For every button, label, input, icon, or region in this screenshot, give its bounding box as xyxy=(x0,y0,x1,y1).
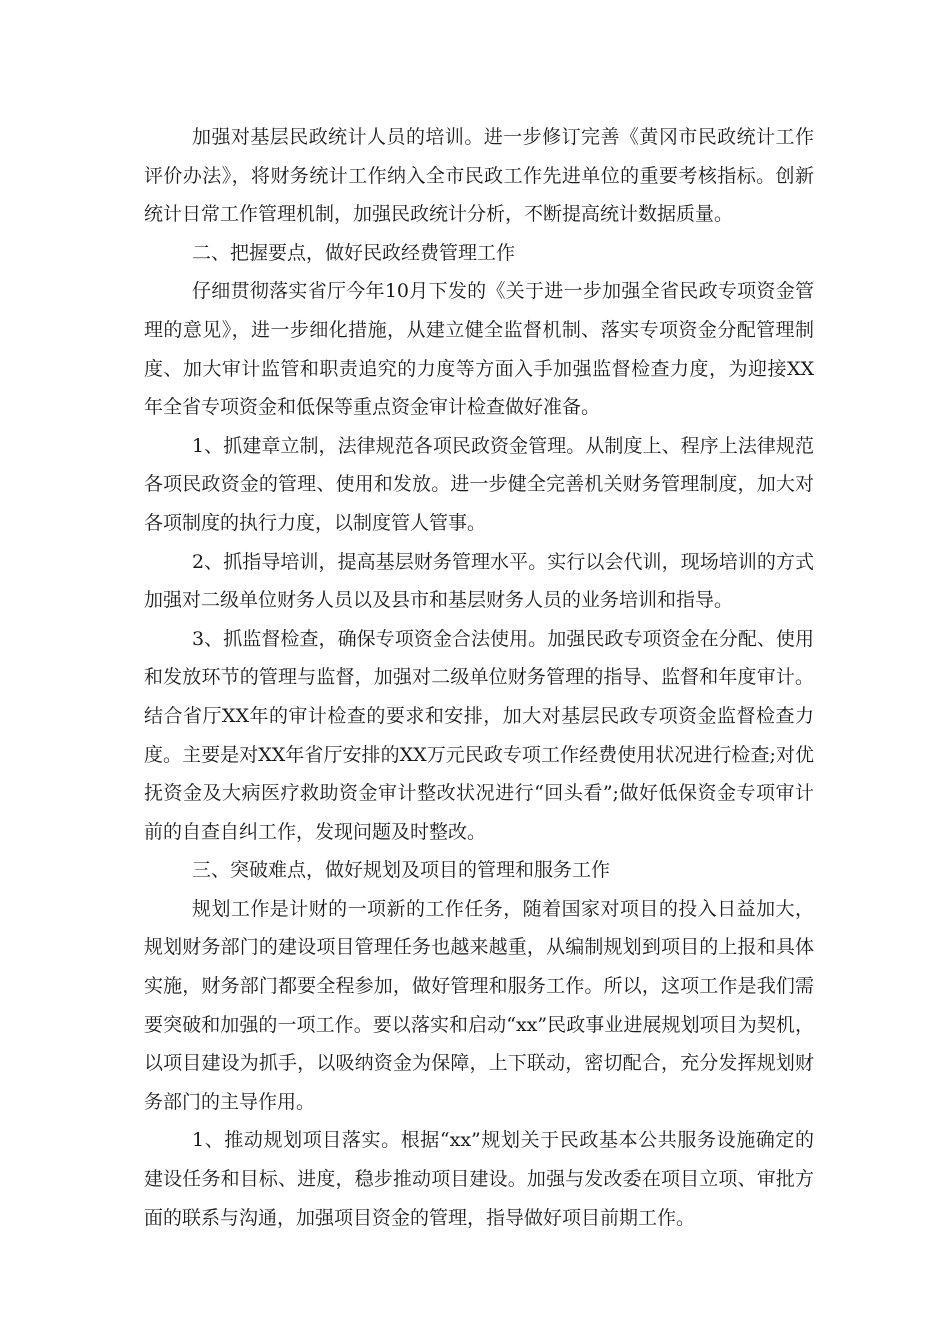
section-heading-3: 三、突破难点，做好规划及项目的管理和服务工作 xyxy=(192,859,611,882)
paragraph-item-supervision: 3、抓监督检查，确保专项资金合法使用。加强民政专项资金在分配、使用和发放环节的管理与监督，加强对二级单位财务管理的指导、监督和年度审计。结合省厅XX年的审计检查的要求和安排，加大对基层民政专项资金监督检查力度。主要是对XX年省厅安排的XX万元民政专项工作经费使用状况进行检查;对优抚资金及大病医疗救助资金审计整改状况进行“回头看”;做好低保资金专项审计前的自查自纠工作，发现问题及时整改。 xyxy=(144,627,814,843)
paragraph-item-training: 2、抓指导培训，提高基层财务管理水平。实行以会代训，现场培训的方式加强对二级单位财务人员以及县市和基层财务人员的业务培训和指导。 xyxy=(144,550,814,612)
section-heading-2: 二、把握要点，做好民政经费管理工作 xyxy=(192,241,516,264)
paragraph-statistics-training: 加强对基层民政统计人员的培训。进一步修订完善《黄冈市民政统计工作评价办法》，将财务统计工作纳入全市民政工作先进单位的重要考核指标。创新统计日常工作管理机制，加强民政统计分析，不断提高统计数据质量。 xyxy=(144,126,814,226)
paragraph-item-project-implementation: 1、推动规划项目落实。根据“xx”规划关于民政基本公共服务设施确定的建设任务和目标、进度，稳步推动项目建设。加强与发改委在项目立项、审批方面的联系与沟通，加强项目资金的管理，指导做好项目前期工作。 xyxy=(144,1129,814,1229)
paragraph-item-regulation: 1、抓建章立制，法律规范各项民政资金管理。从制度上、程序上法律规范各项民政资金的管理、使用和发放。进一步健全完善机关财务管理制度，加大对各项制度的执行力度，以制度管人管事。 xyxy=(144,434,814,534)
paragraph-fund-opinions: 仔细贯彻落实省厅今年10月下发的《关于进一步加强全省民政专项资金管理的意见》，进一步细化措施，从建立健全监督机制、落实专项资金分配管理制度、加大审计监管和职责追究的力度等方面入手加强监督检查力度，为迎接XX年全省专项资金和低保等重点资金审计检查做好准备。 xyxy=(144,280,814,419)
paragraph-planning-work: 规划工作是计财的一项新的工作任务，随着国家对项目的投入日益加大，规划财务部门的建设项目管理任务也越来越重，从编制规划到项目的上报和具体实施，财务部门都要全程参加，做好管理和服务工作。所以，这项工作是我们需要突破和加强的一项工作。要以落实和启动“xx”民政事业进展规划项目为契机，以项目建设为抓手，以吸纳资金为保障，上下联动，密切配合，充分发挥规划财务部门的主导作用。 xyxy=(144,897,814,1113)
document-body xyxy=(144,118,814,1237)
